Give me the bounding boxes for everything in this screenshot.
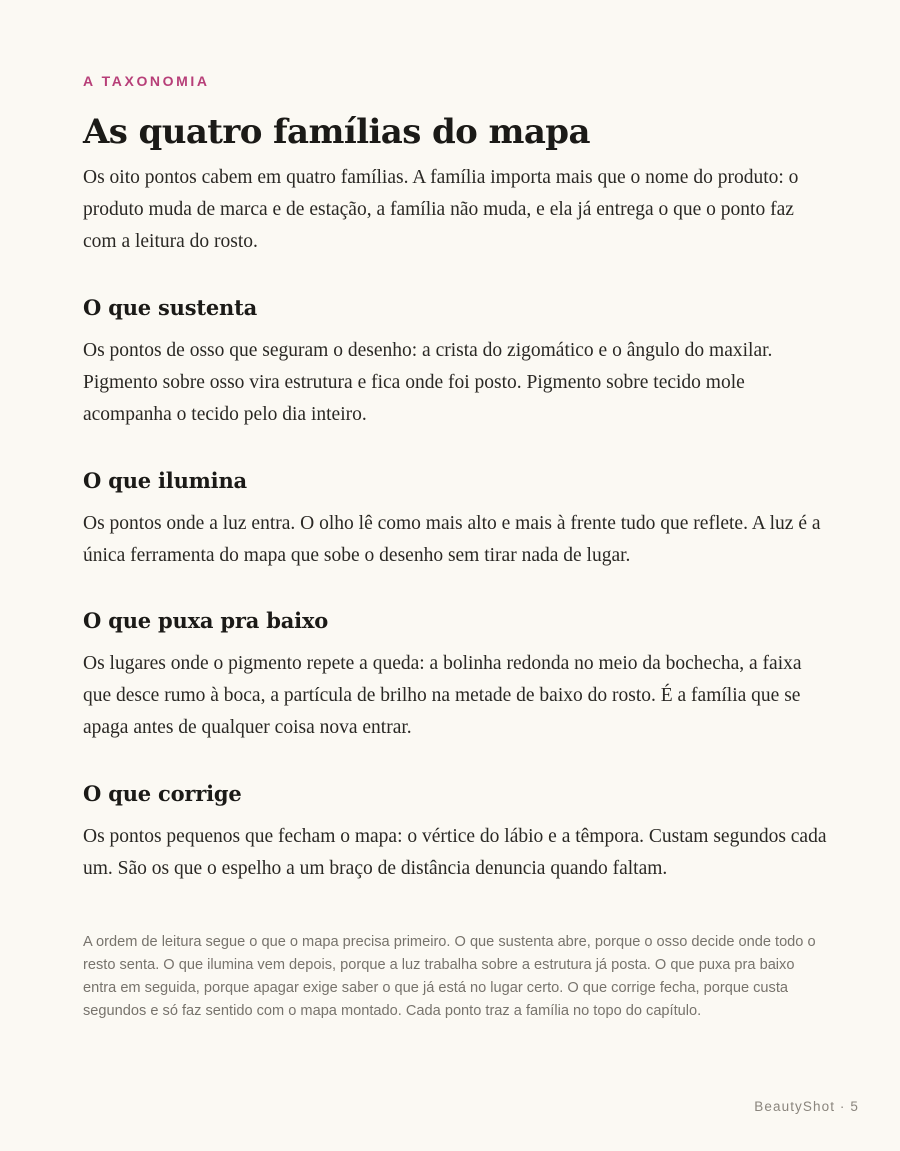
page-title: As quatro famílias do mapa: [83, 112, 590, 152]
section-heading: O que corrige: [83, 781, 242, 806]
intro-paragraph: Os oito pontos cabem em quatro famílias. A família importa mais que o nome do produto: o produto muda de marca e de estação, a família não muda, e ela já entrega o que o ponto faz com a leitura do rosto.: [83, 167, 799, 252]
section-body: Os pontos de osso que seguram o desenho: a crista do zigomático e o ângulo do maxilar. Pigmento sobre osso vira estrutura e fica onde foi posto. Pigmento sobre tecido mole acompanha o tecido pelo dia inteiro.: [83, 340, 773, 425]
section-eyebrow: A TAXONOMIA: [83, 73, 210, 89]
section-body: Os pontos onde a luz entra. O olho lê como mais alto e mais à frente tudo que reflete. A luz é a única ferramenta do mapa que sobe o desenho sem tirar nada de lugar.: [83, 513, 821, 566]
section-corrige: [83, 779, 828, 885]
section-sustenta: [83, 293, 828, 431]
section-heading: O que sustenta: [83, 295, 257, 320]
section-puxa-pra-baixo: [83, 606, 828, 744]
reading-order-note: A ordem de leitura segue o que o mapa precisa primeiro. O que sustenta abre, porque o osso decide onde todo o resto senta. O que ilumina vem depois, porque a luz trabalha sobre a estrutura já posta. O que puxa pra baixo entra em seguida, porque apagar exige saber o que já está no lugar certo. O que corrige fecha, porque custa segundos e só faz sentido com o mapa montado. Cada ponto traz a família no topo do capítulo.: [83, 934, 816, 1019]
section-heading: O que ilumina: [83, 468, 247, 493]
section-heading: O que puxa pra baixo: [83, 608, 329, 633]
page-footer: BeautyShot · 5: [754, 1099, 859, 1114]
section-body: Os pontos pequenos que fecham o mapa: o vértice do lábio e a têmpora. Custam segundos cada um. São os que o espelho a um braço de distância denuncia quando faltam.: [83, 826, 827, 879]
section-ilumina: [83, 466, 828, 572]
section-body: Os lugares onde o pigmento repete a queda: a bolinha redonda no meio da bochecha, a faixa que desce rumo à boca, a partícula de brilho na metade de baixo do rosto. É a família que se apaga antes de qualquer coisa nova entrar.: [83, 653, 802, 738]
